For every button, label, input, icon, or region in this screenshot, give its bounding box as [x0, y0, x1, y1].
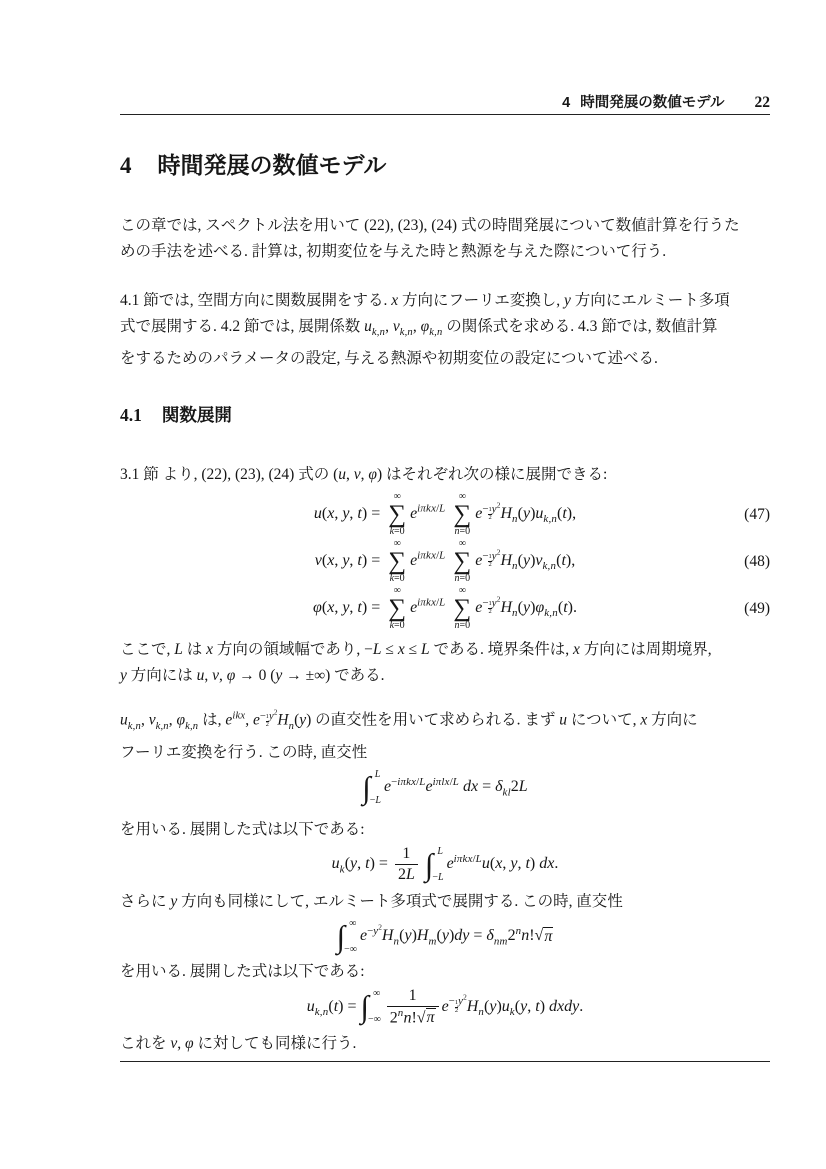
equation-49-number: (49) [744, 599, 770, 617]
paragraph-closing [120, 1031, 770, 1057]
equation-49-math: φ(x, y, t) = ∞ ∑ k=0 $e^{i\pi kx/L}$ ∞ ∑ n=0 $e^{- \frac{1}{2} y^2}H_n(y)\varphi_{k,n}(t)$. [313, 585, 577, 632]
running-header [120, 91, 770, 112]
running-header-section-number: 4 [562, 95, 571, 111]
equation-47 [120, 491, 770, 538]
equation-hermite-orthogonality-math: ∫ ∞ −∞ $e^{-y^2}H_n(y)H_m(y)dy = \delta_{nm}2^nn!√\pi$ [336, 918, 553, 956]
paragraph-use-expansion-2 [120, 959, 770, 985]
text-line: 4.1 節では, 空間方向に関数展開をする. x 方向にフーリエ変換し, y 方向にエルミート多項 [120, 292, 730, 309]
paragraph-intro [120, 213, 770, 265]
footer-rule [120, 1061, 770, 1062]
equation-48-number: (48) [744, 552, 770, 570]
equation-ukn [120, 985, 770, 1029]
paragraph-hermite [120, 889, 770, 915]
equation-48 [120, 538, 770, 585]
equation-uk [120, 843, 770, 887]
paragraph-orthogonality [120, 699, 770, 766]
text-line: フーリエ変換を行う. この時, 直交性 [120, 743, 368, 761]
header-rule [120, 114, 770, 115]
equation-49 [120, 585, 770, 632]
text-line: を用いる. 展開した式は以下である: [120, 820, 365, 838]
paragraph-use-expansion-1 [120, 817, 770, 843]
subsection-heading [120, 402, 770, 427]
paragraph-expansion-intro [120, 462, 770, 488]
equation-48-math: v(x, y, t) = ∞ ∑ k=0 $e^{i\pi kx/L}$ ∞ ∑ n=0 $e^{- \frac{1}{2} y^2}H_n(y)v_{k,n}(t)$, [314, 538, 576, 585]
equation-fourier-orthogonality-math: ∫ L −L $e^{-i\pi kx/L}e^{i\pi lx/L}$ dx = $\delta_{kl}2L$ [362, 769, 528, 807]
paragraph-domain [120, 637, 770, 689]
page-number: 22 [754, 94, 770, 111]
subsection-number: 4.1 [120, 405, 142, 426]
text-line: $u_{k,n}$, $v_{k,n}$, $\varphi_{k,n}$ は, $e^{ikx}$, $e^{- \frac{1}{2} y^2}H_n(y)$ の直交性を用いて求められる. まず u について, x 方向に [120, 708, 698, 732]
equation-fourier-orthogonality [120, 766, 770, 810]
text-line: をするためのパラメータの設定, 与える熱源や初期変位の設定について述べる. [120, 350, 658, 368]
section-heading [120, 147, 770, 180]
text-line: これを v, φ に対しても同様に行う. [120, 1034, 357, 1052]
text-line: 式で展開する. 4.2 節では, 展開係数 $u_{k,n}$, $v_{k,n}$, $\varphi_{k,n}$ の関係式を求める. 4.3 節では, 数値計算 [120, 318, 718, 339]
paragraph-overview [120, 288, 770, 372]
section-title: 時間発展の数値モデル [157, 152, 387, 178]
equation-group-expansions [120, 491, 770, 632]
running-header-title: 時間発展の数値モデル [580, 95, 725, 111]
subsection-title: 関数展開 [161, 405, 232, 426]
text-line: 3.1 節 より, (22), (23), (24) 式の (u, v, φ) はそれぞれ次の様に展開できる: [120, 466, 608, 484]
text-column [120, 0, 770, 1062]
text-line: めの手法を述べる. 計算は, 初期変位を与えた時と熱源を与えた際について行う. [120, 243, 667, 260]
equation-47-math: u(x, y, t) = ∞ ∑ k=0 $e^{i\pi kx/L}$ ∞ ∑ n=0 $e^{- \frac{1}{2} y^2}H_n(y)u_{k,n}(t)$, [313, 491, 577, 538]
equation-hermite-orthogonality [120, 915, 770, 959]
equation-ukn-math: $u_{k,n}(t)$ = ∫ ∞ −∞ $\frac{1}{2^nn!√\pi}$ $e^{- \frac{1}{2} y^2}H_n(y)u_k(y$, t) dxdy. [306, 986, 584, 1027]
text-line: ここで, L は x 方向の領域幅であり, −L ≤ x ≤ L である. 境界条件は, x 方向には周期境界, [120, 641, 712, 659]
text-line: y 方向には u, v, φ → 0 (y → ±∞) である. [120, 667, 385, 685]
text-line: を用いる. 展開した式は以下である: [120, 962, 365, 980]
text-line: さらに y 方向も同様にして, エルミート多項式で展開する. この時, 直交性 [120, 892, 623, 910]
section-number: 4 [120, 153, 132, 178]
text-line: この章では, スペクトル法を用いて (22), (23), (24) 式の時間発展について数値計算を行うた [120, 217, 740, 234]
equation-uk-math: $u_k(y$, t) = $\frac{1}{2L}$ ∫ L −L $e^{i\pi kx/L}u(x$, y, t) dx. [331, 845, 559, 884]
equation-47-number: (47) [744, 505, 770, 523]
